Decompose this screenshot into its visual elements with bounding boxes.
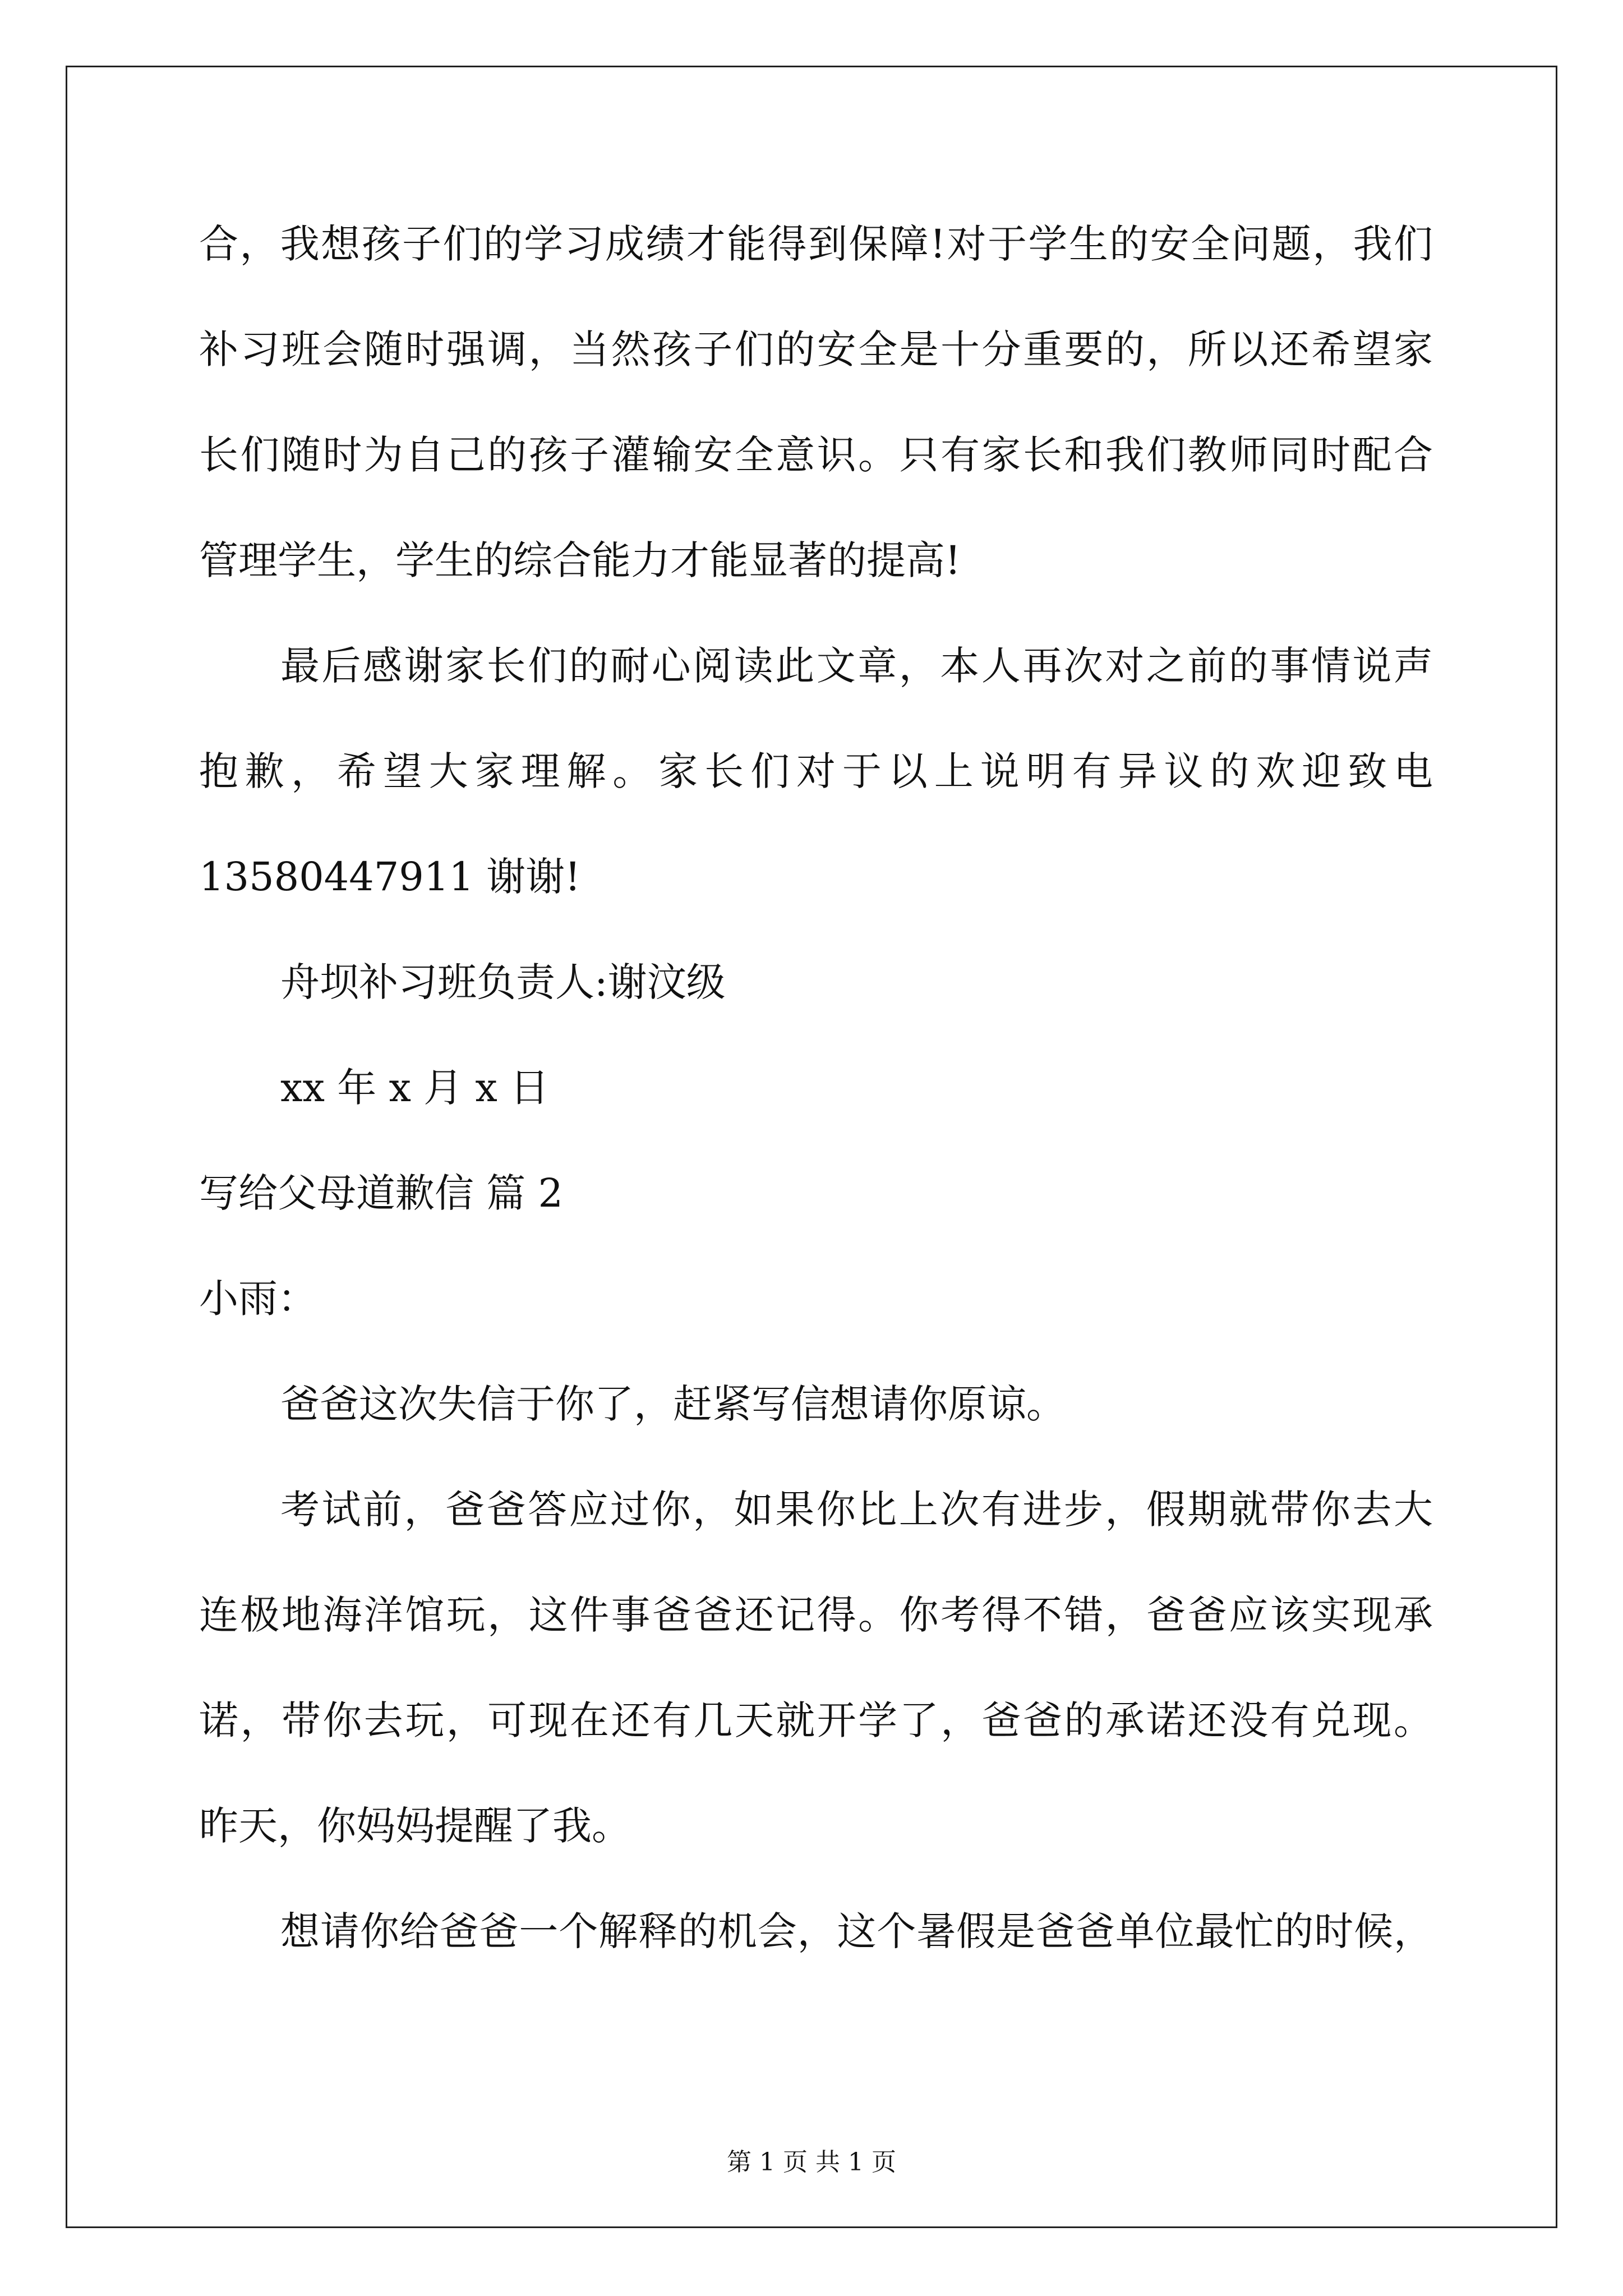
page-number: 第 1 页 共 1 页 xyxy=(727,2148,896,2177)
text-line: 考试前，爸爸答应过你，如果你比上次有进步，假期就带你去大 xyxy=(280,1487,1433,1533)
text-line: 抱歉，希望大家理解。家长们对于以上说明有异议的欢迎致电 xyxy=(199,748,1433,794)
phone-line: 13580447911 谢谢! xyxy=(199,854,581,900)
text-line: 合，我想孩子们的学习成绩才能得到保障!对于学生的安全问题，我们 xyxy=(199,221,1433,267)
text-line: 昨天，你妈妈提醒了我。 xyxy=(199,1803,631,1849)
signature-line: 舟坝补习班负责人:谢汶级 xyxy=(280,959,726,1005)
text-line: 管理学生，学生的综合能力才能显著的提高! xyxy=(199,537,961,583)
text-line: 补习班会随时强调，当然孩子们的安全是十分重要的，所以还希望家 xyxy=(199,326,1433,372)
text-line: 最后感谢家长们的耐心阅读此文章，本人再次对之前的事情说声 xyxy=(280,643,1433,689)
text-line: 连极地海洋馆玩，这件事爸爸还记得。你考得不错，爸爸应该实现承 xyxy=(199,1592,1433,1638)
date-line: xx 年 x 月 x 日 xyxy=(280,1065,550,1111)
salutation: 小雨： xyxy=(199,1276,317,1322)
section-heading: 写给父母道歉信 篇 2 xyxy=(199,1170,564,1216)
text-line: 诺，带你去玩，可现在还有几天就开学了，爸爸的承诺还没有兑现。 xyxy=(199,1697,1433,1743)
text-line: 爸爸这次失信于你了，赶紧写信想请你原谅。 xyxy=(280,1381,1066,1427)
text-line: 想请你给爸爸一个解释的机会，这个暑假是爸爸单位最忙的时候， xyxy=(280,1908,1433,1954)
text-line: 长们随时为自己的孩子灌输安全意识。只有家长和我们教师同时配合 xyxy=(199,432,1433,478)
